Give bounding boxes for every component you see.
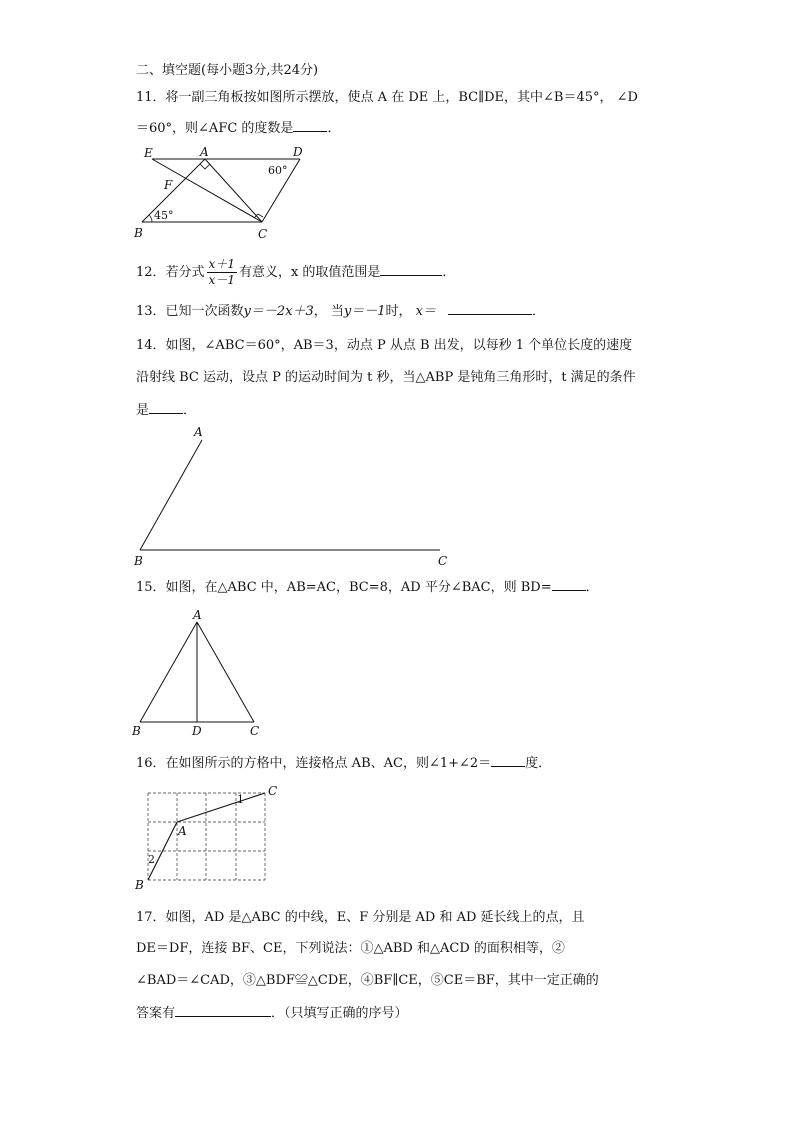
q11-label-c: C bbox=[258, 227, 268, 241]
q13-function: y＝－2x＋3 bbox=[243, 304, 314, 319]
q16-line bbox=[136, 753, 551, 773]
q11-angle-d-label: 60° bbox=[268, 164, 288, 177]
q15-line bbox=[136, 577, 599, 597]
q11-right-angle-a bbox=[200, 164, 210, 169]
section-header: 二、填空题(每小题3分,共24分) bbox=[136, 63, 319, 78]
q17-text: 答案有 bbox=[136, 1006, 176, 1021]
q14-text: 是 bbox=[136, 403, 150, 418]
q12-fraction bbox=[207, 257, 237, 288]
q15-figure bbox=[130, 605, 270, 740]
q12-answer-blank[interactable] bbox=[380, 262, 442, 276]
q15-text: 15．如图，在△ABC 中，AB=AC，BC=8，AD 平分∠BAC，则 BD= bbox=[136, 580, 552, 595]
q14-line1: 14．如图，∠ABC＝60°，AB＝3，动点 P 从点 B 出发，以每秒 1 个单位长度的速度 bbox=[136, 338, 633, 353]
q15-line-ab bbox=[140, 622, 197, 722]
q17-end: ．（只填写正确的序号） bbox=[271, 1006, 408, 1021]
q11-line2 bbox=[136, 118, 340, 138]
q11-figure bbox=[130, 142, 330, 242]
q11-label-e: E bbox=[144, 146, 153, 160]
q14-line3 bbox=[136, 400, 196, 420]
q15-line-ac bbox=[197, 622, 254, 722]
q16-label-angle1: 1 bbox=[237, 793, 244, 806]
q15-label-b: B bbox=[132, 724, 141, 738]
q13-condition: y＝－1 bbox=[343, 304, 386, 319]
q12-numerator: x＋1 bbox=[208, 257, 235, 271]
q15-answer-blank[interactable] bbox=[552, 577, 586, 591]
q14-label-c: C bbox=[438, 554, 448, 568]
q16-line-ba bbox=[148, 822, 177, 880]
q12-mid: 有意义，x 的取值范围是 bbox=[238, 265, 381, 280]
q11-label-b: B bbox=[134, 226, 143, 240]
q17-line3: ∠BAD＝∠CAD，③△BDF≌△CDE，④BF∥CE，⑤CE＝BF，其中一定正确的 bbox=[136, 973, 599, 988]
q16-label-angle2: 2 bbox=[148, 853, 155, 866]
q16-label-a: A bbox=[178, 824, 187, 838]
q16-label-b: B bbox=[135, 878, 144, 892]
q16-line-ac bbox=[177, 793, 265, 822]
q16-grid bbox=[148, 793, 265, 880]
q17-line1: 17．如图，AD 是△ABC 的中线，E、F 分别是 AD 和 AD 延长线上的点，且 bbox=[136, 910, 585, 925]
q14-answer-blank[interactable] bbox=[149, 400, 183, 414]
q13-variable: x＝ bbox=[415, 304, 437, 319]
q14-line-ba bbox=[140, 440, 202, 550]
q12-denominator: x－1 bbox=[208, 273, 235, 287]
q11-label-a: A bbox=[200, 145, 209, 159]
q11-angle-b-arc bbox=[149, 215, 152, 222]
q11-angle-b-label: 45° bbox=[154, 209, 174, 222]
q13-answer-blank[interactable] bbox=[448, 301, 532, 315]
q14-label-a: A bbox=[194, 425, 203, 439]
q11-label-d: D bbox=[293, 145, 303, 159]
q16-label-c: C bbox=[268, 784, 278, 798]
q13-text: 13．已知一次函数 bbox=[136, 304, 244, 319]
q11-answer-blank[interactable] bbox=[293, 118, 327, 132]
q11-line-ac bbox=[205, 159, 262, 222]
q13-mid2: 时， bbox=[385, 304, 416, 319]
q15-label-c: C bbox=[250, 724, 260, 738]
q16-answer-blank[interactable] bbox=[491, 753, 525, 767]
q13-line bbox=[136, 301, 545, 321]
q17-line4 bbox=[136, 1003, 408, 1023]
q16-text: 16．在如图所示的方格中，连接格点 AB、AC，则∠1+∠2＝ bbox=[136, 756, 492, 771]
q14-line2: 沿射线 BC 运动，设点 P 的运动时间为 t 秒，当△ABP 是钝角三角形时，t 满足的条件 bbox=[136, 370, 636, 385]
q16-figure bbox=[132, 783, 282, 893]
q13-end: ． bbox=[532, 304, 546, 319]
q15-end: ． bbox=[585, 580, 599, 595]
q11-text: ＝60°，则∠AFC 的度数是 bbox=[136, 121, 294, 136]
q17-answer-blank[interactable] bbox=[175, 1003, 271, 1017]
q12-end: ． bbox=[442, 265, 456, 280]
q16-end: 度． bbox=[525, 756, 552, 771]
q14-label-b: B bbox=[134, 554, 143, 568]
q11-line-ba bbox=[142, 159, 205, 222]
q12-text: 12．若分式 bbox=[136, 265, 205, 280]
q15-label-a: A bbox=[193, 608, 202, 622]
q17-line2: DE＝DF，连接 BF、CE，下列说法：①△ABD 和△ACD 的面积相等，② bbox=[136, 941, 565, 956]
q15-label-d: D bbox=[192, 724, 202, 738]
q14-end: ． bbox=[183, 403, 197, 418]
q11-end: ． bbox=[327, 121, 341, 136]
q12-line bbox=[136, 256, 455, 290]
q13-mid: ， 当 bbox=[313, 304, 344, 319]
q11-label-f: F bbox=[164, 178, 173, 192]
q11-line1: 11．将一副三角板按如图所示摆放，使点 A 在 DE 上，BC∥DE，其中∠B＝45°， ∠D bbox=[136, 90, 638, 105]
q14-figure bbox=[130, 420, 460, 570]
